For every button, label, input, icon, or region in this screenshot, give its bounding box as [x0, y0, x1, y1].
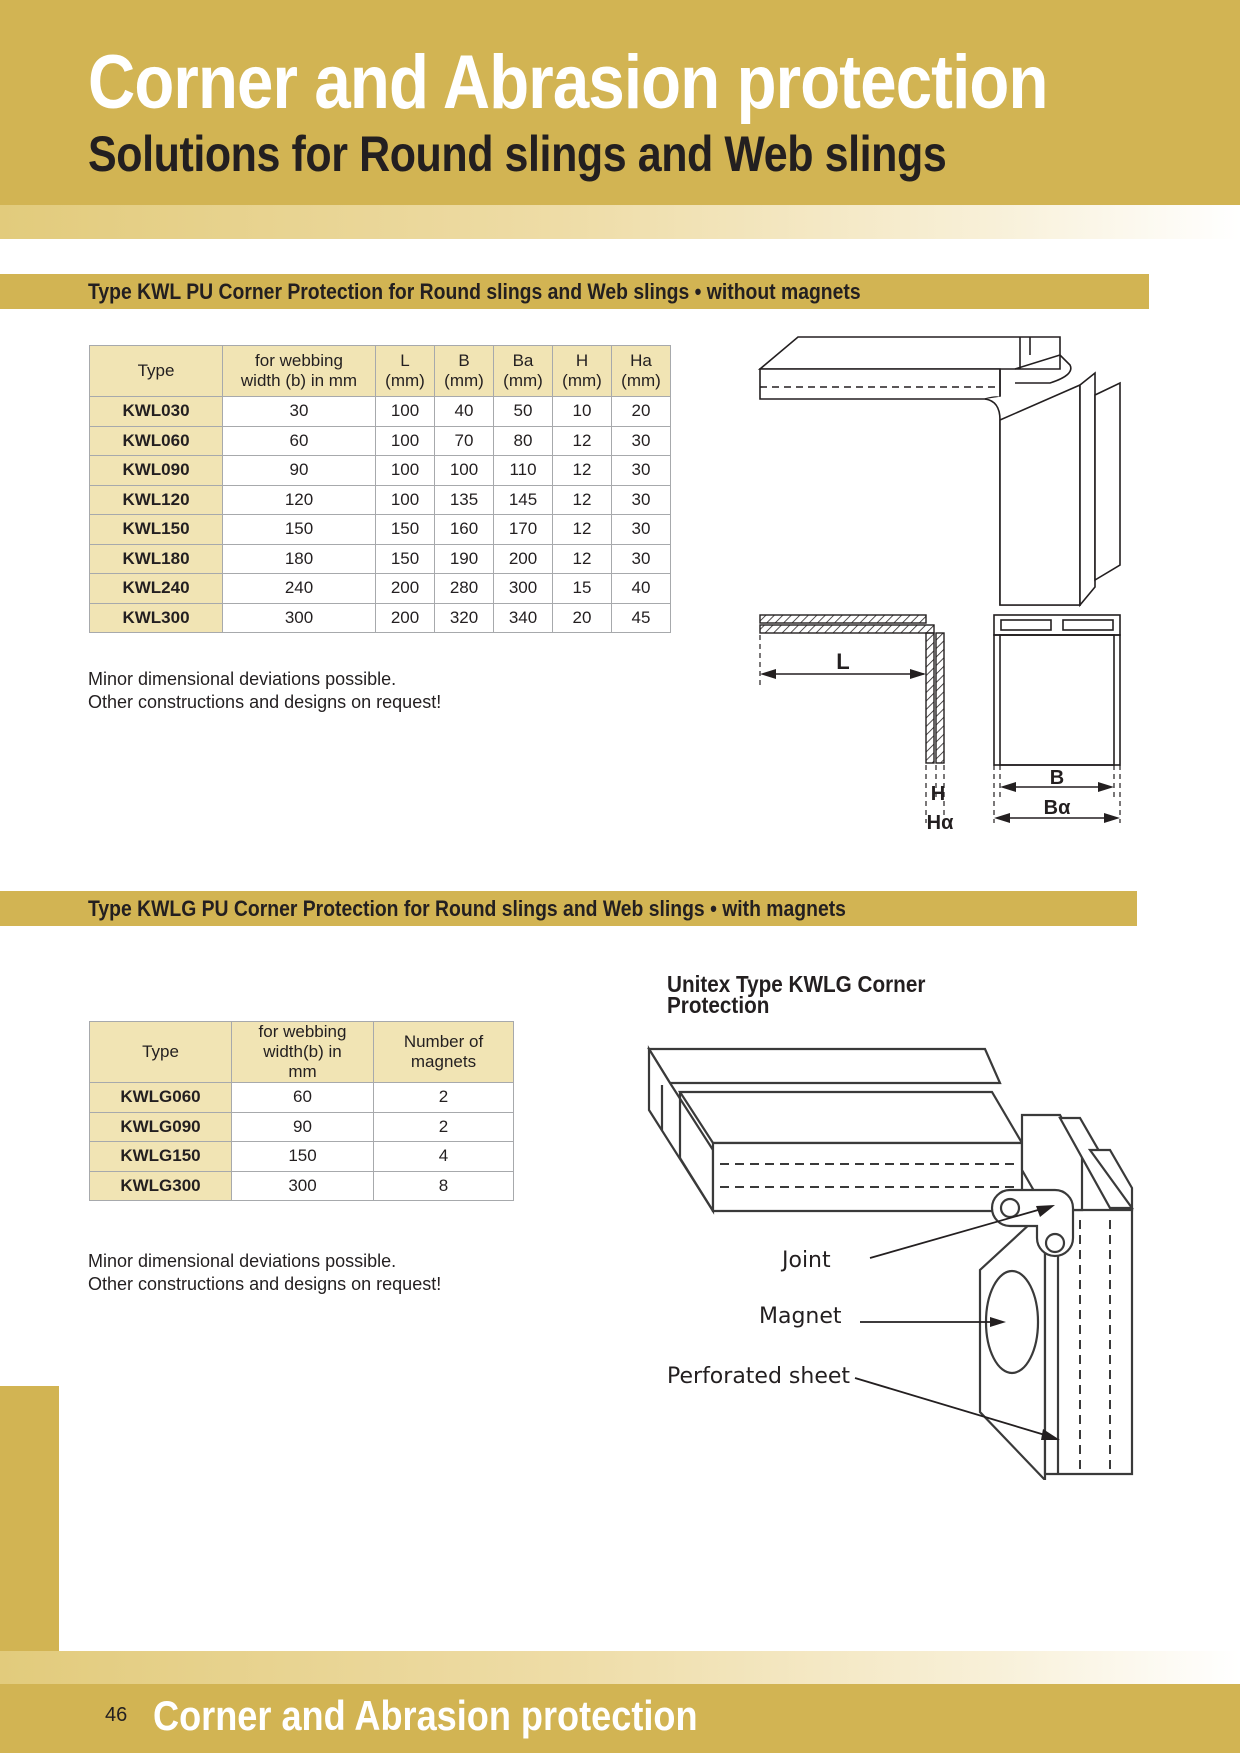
- table-cell: 2: [374, 1112, 514, 1142]
- col-header-text: L (mm): [385, 351, 425, 390]
- table-cell: 150: [223, 515, 376, 545]
- type-cell: KWL150: [90, 515, 223, 545]
- footer-gradient: [0, 1651, 1240, 1684]
- table-row: [90, 485, 671, 515]
- type-cell: KWL090: [90, 456, 223, 486]
- col-header-text: for webbing width (b) in mm: [240, 351, 358, 390]
- kwlg-diagram-caption: [667, 971, 955, 1018]
- col-header-text: Number of magnets: [403, 1032, 484, 1071]
- table-cell: 100: [376, 397, 435, 427]
- page-number: 46: [105, 1704, 128, 1726]
- col-header: [376, 346, 435, 397]
- table-cell: 100: [435, 456, 494, 486]
- kwl-side-view: [760, 615, 954, 834]
- kwlg-spec-table: [89, 1021, 514, 1201]
- dim-label-l: L: [836, 649, 850, 674]
- col-header: [494, 346, 553, 397]
- table-row: [90, 1142, 514, 1172]
- col-header: [374, 1022, 514, 1083]
- table-cell: 160: [435, 515, 494, 545]
- col-header: [232, 1022, 374, 1083]
- table-cell: 10: [553, 397, 612, 427]
- type-cell: KWLG150: [90, 1142, 232, 1172]
- page-title: Corner and Abrasion protection: [88, 40, 1048, 125]
- type-cell: KWL060: [90, 426, 223, 456]
- table-cell: 30: [612, 456, 671, 486]
- table-row: [90, 544, 671, 574]
- table-cell: 4: [374, 1142, 514, 1172]
- col-header-text: B (mm): [444, 351, 484, 390]
- header-gradient: [0, 205, 1240, 239]
- table-header-row: [90, 1022, 514, 1083]
- kwl-front-view: [994, 615, 1120, 823]
- note-line: Other constructions and designs on request!: [88, 692, 442, 712]
- table-cell: 180: [223, 544, 376, 574]
- table-cell: 30: [612, 426, 671, 456]
- kwl-note: [88, 668, 441, 714]
- table-cell: 240: [223, 574, 376, 604]
- table-cell: 40: [612, 574, 671, 604]
- table-row: [90, 456, 671, 486]
- dim-label-b: B: [1049, 767, 1065, 789]
- type-cell: KWL030: [90, 397, 223, 427]
- type-cell: KWL300: [90, 603, 223, 633]
- caption-line: Protection: [667, 992, 770, 1018]
- table-row: [90, 515, 671, 545]
- table-cell: 320: [435, 603, 494, 633]
- type-cell: KWLG060: [90, 1083, 232, 1113]
- section-heading-kwl-text: Type KWL PU Corner Protection for Round slings and Web slings • without magnets: [88, 279, 861, 304]
- table-cell: 100: [376, 485, 435, 515]
- col-header: [553, 346, 612, 397]
- table-cell: 150: [376, 544, 435, 574]
- table-cell: 150: [232, 1142, 374, 1172]
- table-cell: 12: [553, 426, 612, 456]
- col-header: Type: [90, 346, 223, 397]
- table-cell: 20: [612, 397, 671, 427]
- col-header: [435, 346, 494, 397]
- table-cell: 50: [494, 397, 553, 427]
- col-header: [612, 346, 671, 397]
- table-cell: 300: [494, 574, 553, 604]
- table-cell: 340: [494, 603, 553, 633]
- table-cell: 110: [494, 456, 553, 486]
- table-row: [90, 397, 671, 427]
- table-cell: 2: [374, 1083, 514, 1113]
- table-cell: 80: [494, 426, 553, 456]
- page-subtitle: Solutions for Round slings and Web slings: [88, 126, 947, 182]
- table-cell: 300: [232, 1171, 374, 1201]
- table-cell: 90: [232, 1112, 374, 1142]
- table-cell: 190: [435, 544, 494, 574]
- footer-title: Corner and Abrasion protection: [153, 1692, 698, 1739]
- table-cell: 40: [435, 397, 494, 427]
- table-cell: 100: [376, 456, 435, 486]
- note-line: Other constructions and designs on request!: [88, 1274, 442, 1294]
- table-cell: 12: [553, 515, 612, 545]
- table-cell: 280: [435, 574, 494, 604]
- kwl-technical-drawing: [750, 325, 1130, 845]
- table-cell: 135: [435, 485, 494, 515]
- col-header-text: for webbing width(b) in mm: [258, 1022, 347, 1081]
- table-cell: 15: [553, 574, 612, 604]
- table-cell: 70: [435, 426, 494, 456]
- joint-label: Joint: [782, 1248, 831, 1273]
- perforated-sheet-label: Perforated sheet: [667, 1364, 851, 1389]
- table-row: [90, 603, 671, 633]
- col-header-text: Ba (mm): [503, 351, 543, 390]
- type-cell: KWL120: [90, 485, 223, 515]
- magnet-label: Magnet: [759, 1304, 842, 1329]
- table-cell: 150: [376, 515, 435, 545]
- table-cell: 30: [612, 485, 671, 515]
- top-plate: [649, 1049, 1000, 1083]
- dim-label-ha: Hα: [926, 812, 954, 834]
- col-header-text: H (mm): [562, 351, 602, 390]
- table-row: [90, 1171, 514, 1201]
- table-cell: 200: [494, 544, 553, 574]
- table-cell: 120: [223, 485, 376, 515]
- type-cell: KWLG300: [90, 1171, 232, 1201]
- section-heading-kwlg: [0, 891, 1137, 926]
- horizontal-channel: [680, 1092, 1022, 1143]
- table-cell: 170: [494, 515, 553, 545]
- table-cell: 12: [553, 544, 612, 574]
- table-cell: 300: [223, 603, 376, 633]
- table-cell: 30: [612, 544, 671, 574]
- kwlg-diagram: [640, 1040, 1140, 1480]
- caption-line: Unitex Type KWLG Corner: [667, 971, 926, 997]
- table-cell: 45: [612, 603, 671, 633]
- type-cell: KWL180: [90, 544, 223, 574]
- table-cell: 20: [553, 603, 612, 633]
- table-cell: 200: [376, 574, 435, 604]
- kwl-isometric-view: [760, 337, 1120, 605]
- table-cell: 200: [376, 603, 435, 633]
- kwl-spec-table: [89, 345, 671, 633]
- col-header: [223, 346, 376, 397]
- table-cell: 8: [374, 1171, 514, 1201]
- note-line: Minor dimensional deviations possible.: [88, 669, 397, 689]
- table-row: [90, 1112, 514, 1142]
- col-header-text: Ha (mm): [621, 351, 661, 390]
- table-cell: 90: [223, 456, 376, 486]
- table-header-row: [90, 346, 671, 397]
- dim-label-h: H: [930, 783, 946, 805]
- table-cell: 30: [612, 515, 671, 545]
- note-line: Minor dimensional deviations possible.: [88, 1251, 397, 1271]
- table-cell: 12: [553, 485, 612, 515]
- type-cell: KWL240: [90, 574, 223, 604]
- table-cell: 100: [376, 426, 435, 456]
- table-cell: 30: [223, 397, 376, 427]
- section-heading-kwl: [0, 274, 1149, 309]
- col-header: Type: [90, 1022, 232, 1083]
- dim-label-ba: Bα: [1043, 797, 1071, 819]
- table-cell: 12: [553, 456, 612, 486]
- table-row: [90, 426, 671, 456]
- table-cell: 60: [223, 426, 376, 456]
- type-cell: KWLG090: [90, 1112, 232, 1142]
- table-cell: 145: [494, 485, 553, 515]
- section-heading-kwlg-text: Type KWLG PU Corner Protection for Round slings and Web slings • with magnets: [88, 896, 846, 921]
- table-row: [90, 1083, 514, 1113]
- table-cell: 60: [232, 1083, 374, 1113]
- kwlg-note: [88, 1250, 441, 1296]
- table-row: [90, 574, 671, 604]
- left-accent-bar: [0, 1386, 59, 1651]
